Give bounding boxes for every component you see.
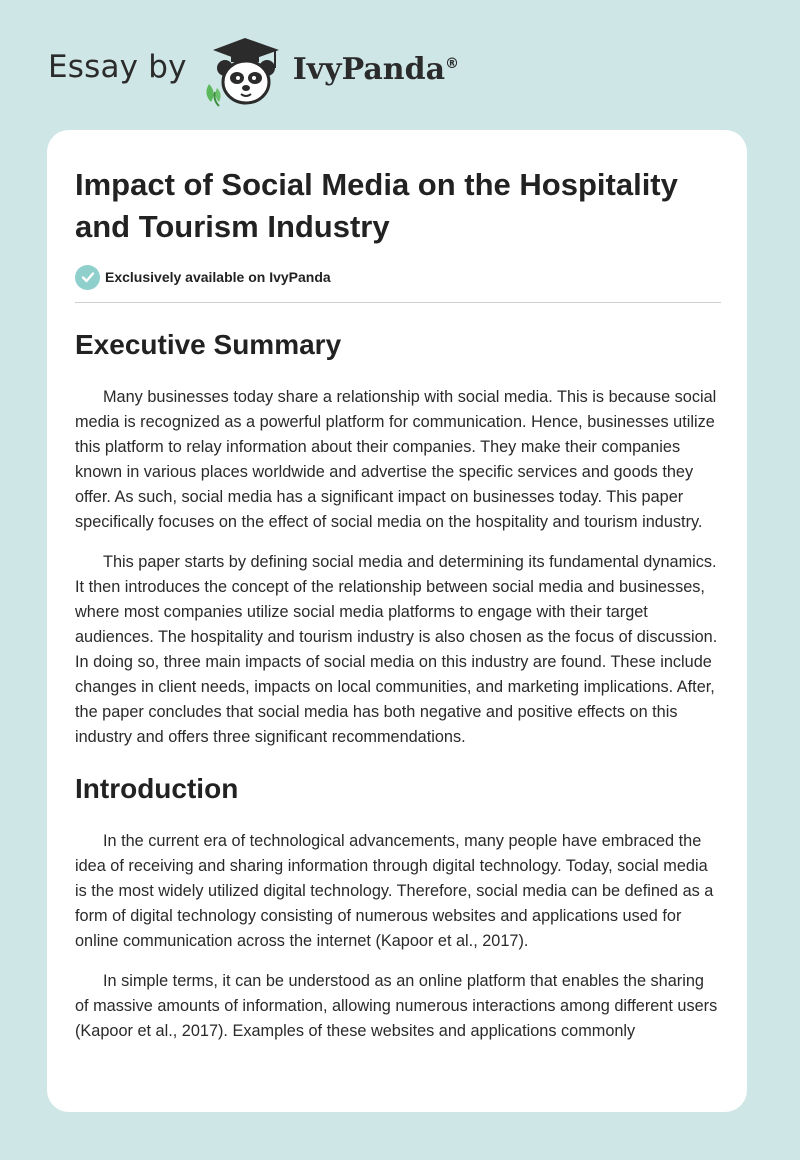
exclusive-badge (75, 264, 721, 290)
section-heading-executive-summary: Executive Summary (75, 329, 342, 360)
paragraph: This paper starts by defining social media and determining its fundamental dynamics. It then introduces the concept of the relationship between social media and businesses, where most companies utilize social media platforms to engage with their target audiences. The hospitality and tourism industry is also chosen as the focus of discussion. In doing so, three main impacts of social media on this industry are found. These include changes in client needs, impacts on local communities, and marketing implications. After, the paper concludes that social media has both negative and positive effects on this industry and offers three significant recommendations. (75, 553, 718, 746)
paragraph: In simple terms, it can be understood as an online platform that enables the sharing of massive amounts of information, allowing numerous interactions among different users (Kapoor et al., 2017). Examples of these websites and applications commonly (75, 972, 718, 1040)
brand-header[interactable] (48, 34, 459, 108)
essay-content (75, 130, 721, 1044)
divider (75, 302, 721, 303)
essay-card (47, 130, 747, 1112)
brand-name: IvyPanda® (292, 51, 460, 87)
panda-graduate-icon (201, 34, 291, 108)
check-circle-icon (75, 265, 100, 290)
section-heading-introduction: Introduction (75, 773, 239, 804)
page-title: Impact of Social Media on the Hospitality and Tourism Industry (75, 167, 678, 244)
paragraph: In the current era of technological advancements, many people have embraced the idea of receiving and sharing information through digital technology. Today, social media is the most widely utilized digital technology. Therefore, social media can be defined as a form of digital technology consisting of numerous websites and applications used for online communication across the internet (Kapoor et al., 2017). (75, 832, 714, 950)
badge-label: Exclusively available on IvyPanda (105, 269, 331, 285)
paragraph: Many businesses today share a relationship with social media. This is because social media is recognized as a powerful platform for communication. Hence, businesses utilize this platform to relay information about their companies. They make their companies known in various places worldwide and advertise the specific services and goods they offer. As such, social media has a significant impact on businesses today. This paper specifically focuses on the effect of social media on the hospitality and tourism industry. (75, 388, 717, 531)
brand-prefix: Essay by (48, 49, 187, 85)
